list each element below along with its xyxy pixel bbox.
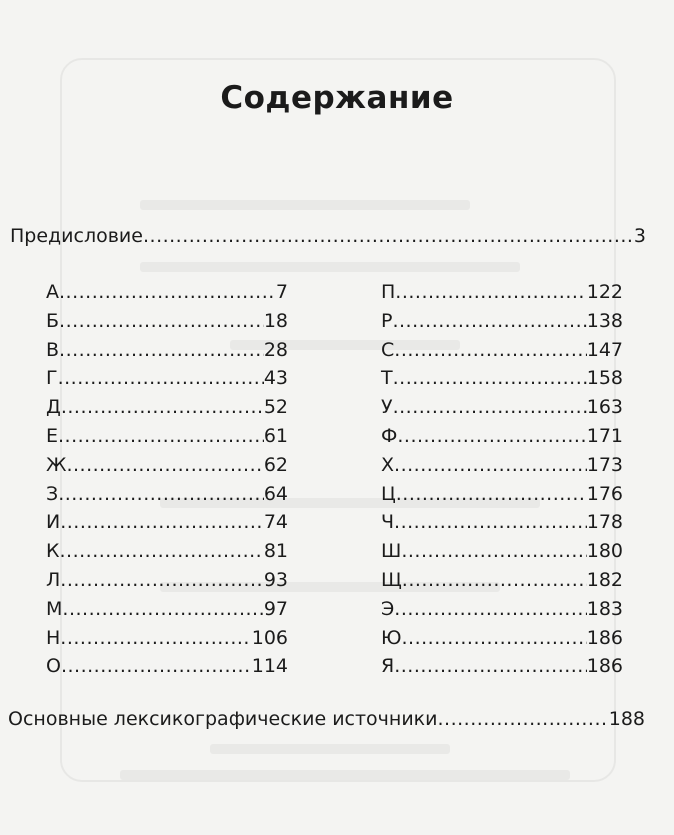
- toc-entry-label: У: [381, 396, 393, 419]
- dot-leader: [401, 539, 586, 564]
- dot-leader: [62, 597, 263, 622]
- toc-entry-letter[interactable]: [381, 424, 623, 449]
- dot-leader: [394, 654, 587, 679]
- toc-entry-letter[interactable]: [46, 366, 288, 391]
- toc-entry-letter[interactable]: [46, 626, 288, 651]
- toc-entry-letter[interactable]: [46, 568, 288, 593]
- dot-leader: [60, 568, 264, 593]
- toc-entry-preface[interactable]: [10, 224, 646, 249]
- dot-leader: [59, 309, 264, 334]
- toc-entry-label: П: [381, 281, 396, 303]
- dot-leader: [394, 510, 587, 535]
- toc-entry-page: 138: [586, 309, 623, 332]
- toc-entry-page: 186: [586, 655, 623, 678]
- toc-entry-label: И: [46, 511, 61, 534]
- toc-entry-page: 62: [263, 453, 288, 476]
- toc-entry-page: 3: [633, 225, 646, 247]
- toc-entry-label: Г: [46, 367, 58, 390]
- toc-entry-letter[interactable]: [46, 338, 288, 363]
- toc-entry-label: В: [46, 338, 60, 361]
- toc-entry-label: З: [46, 482, 59, 505]
- toc-entry-label: Ч: [381, 511, 395, 534]
- toc-entry-letter[interactable]: [46, 539, 288, 564]
- dot-leader: [66, 453, 263, 478]
- toc-entry-letter[interactable]: [381, 539, 623, 564]
- toc-entry-letter[interactable]: [381, 453, 623, 478]
- toc-entry-letter[interactable]: [46, 395, 288, 420]
- dot-leader: [59, 280, 276, 305]
- dot-leader: [61, 654, 252, 679]
- toc-entry-page: 183: [586, 597, 623, 620]
- dot-leader: [61, 395, 264, 420]
- toc-entry-label: Д: [46, 396, 61, 419]
- toc-entry-letter[interactable]: [381, 395, 623, 420]
- toc-entry-page: 61: [263, 425, 288, 447]
- toc-entry-letter[interactable]: [381, 654, 623, 679]
- dot-leader: [402, 568, 587, 593]
- toc-entry-page: 64: [263, 482, 288, 505]
- toc-entry-page: 176: [586, 482, 623, 505]
- toc-entry-letter[interactable]: [381, 338, 623, 363]
- toc-entry-page: 122: [586, 281, 623, 303]
- toc-entry-page: 28: [263, 338, 288, 361]
- dot-leader: [58, 366, 264, 391]
- toc-entry-page: 163: [586, 396, 623, 419]
- toc-entry-label: Р: [381, 309, 393, 332]
- dot-leader: [58, 424, 264, 449]
- page-title: Содержание: [220, 80, 454, 116]
- toc-entry-label: Л: [46, 569, 61, 591]
- toc-entry-letter[interactable]: [381, 482, 623, 507]
- toc-entry-page: 158: [586, 367, 623, 390]
- toc-entry-letter[interactable]: [381, 626, 623, 651]
- toc-entry-letter[interactable]: [381, 597, 623, 622]
- dot-leader: [402, 626, 587, 651]
- toc-entry-letter[interactable]: [381, 280, 623, 305]
- toc-entry-label: К: [46, 540, 60, 563]
- toc-entry-page: 182: [586, 569, 623, 591]
- toc-entry-letter[interactable]: [46, 482, 288, 507]
- toc-entry-page: 147: [586, 338, 623, 361]
- toc-entry-letter[interactable]: [381, 568, 623, 593]
- toc-entry-letter[interactable]: [46, 424, 288, 449]
- dot-leader: [438, 707, 609, 732]
- show-through-mark: [210, 744, 450, 754]
- toc-entry-page: 81: [263, 540, 288, 563]
- toc-entry-label: Ю: [381, 626, 402, 649]
- dot-leader: [143, 224, 634, 249]
- toc-entry-label: Е: [46, 425, 59, 447]
- toc-entry-page: 52: [263, 396, 288, 419]
- dot-leader: [393, 395, 587, 420]
- show-through-mark: [120, 770, 570, 780]
- toc-entry-label: Ж: [46, 453, 67, 476]
- show-through-mark: [140, 200, 470, 210]
- toc-entry-label: А: [46, 281, 59, 303]
- toc-entry-label: М: [46, 597, 63, 620]
- toc-entry-page: 114: [251, 655, 288, 678]
- toc-entry-page: 188: [608, 708, 645, 730]
- toc-entry-letter[interactable]: [381, 510, 623, 535]
- toc-entry-letter[interactable]: [46, 597, 288, 622]
- dot-leader: [58, 482, 264, 507]
- dot-leader: [394, 597, 586, 622]
- dot-leader: [59, 338, 264, 363]
- toc-entry-page: 93: [263, 569, 288, 591]
- toc-entry-label: Б: [46, 309, 60, 332]
- toc-entry-page: 97: [263, 597, 288, 620]
- toc-entry-label: С: [381, 338, 395, 361]
- toc-entry-page: 43: [263, 367, 288, 390]
- toc-entry-letter[interactable]: [381, 366, 623, 391]
- toc-entry-page: 180: [586, 540, 623, 563]
- dot-leader: [395, 280, 586, 305]
- toc-entry-label: Н: [46, 626, 61, 649]
- toc-entry-letter[interactable]: [46, 510, 288, 535]
- toc-entry-letter[interactable]: [381, 309, 623, 334]
- toc-entry-letter[interactable]: [46, 453, 288, 478]
- dot-leader: [60, 539, 264, 564]
- toc-entry-label: Э: [381, 597, 395, 620]
- toc-entry-page: 74: [263, 511, 288, 534]
- toc-entry-page: 178: [586, 511, 623, 534]
- dot-leader: [394, 453, 587, 478]
- toc-entry-page: 106: [251, 626, 288, 649]
- toc-entry-label: О: [46, 655, 61, 678]
- dot-leader: [60, 626, 251, 651]
- toc-entry-page: 186: [586, 626, 623, 649]
- toc-entry-label: Предисловие: [10, 225, 143, 247]
- toc-entry-label: Щ: [381, 569, 402, 591]
- toc-entry-letter[interactable]: [46, 309, 288, 334]
- toc-entry-label: Основные лексикографические источники: [8, 708, 438, 730]
- toc-entry-label: Х: [381, 453, 395, 476]
- toc-entry-letter[interactable]: [46, 654, 288, 679]
- toc-entry-label: Я: [381, 655, 395, 678]
- toc-entry-label: Т: [381, 367, 393, 390]
- dot-leader: [396, 482, 587, 507]
- toc-entry-page: 18: [263, 309, 288, 332]
- toc-entry-page: 171: [586, 425, 623, 447]
- toc-entry-sources[interactable]: [8, 707, 645, 732]
- show-through-mark: [140, 262, 520, 272]
- toc-entry-page: 7: [275, 281, 288, 303]
- toc-entry-label: Ш: [381, 540, 402, 563]
- dot-leader: [394, 338, 586, 363]
- toc-entry-label: Ц: [381, 482, 396, 505]
- toc-entry-letter[interactable]: [46, 280, 288, 305]
- toc-entry-label: Ф: [381, 425, 398, 447]
- dot-leader: [392, 309, 586, 334]
- dot-leader: [393, 366, 587, 391]
- dot-leader: [60, 510, 264, 535]
- dot-leader: [397, 424, 586, 449]
- toc-entry-page: 173: [586, 453, 623, 476]
